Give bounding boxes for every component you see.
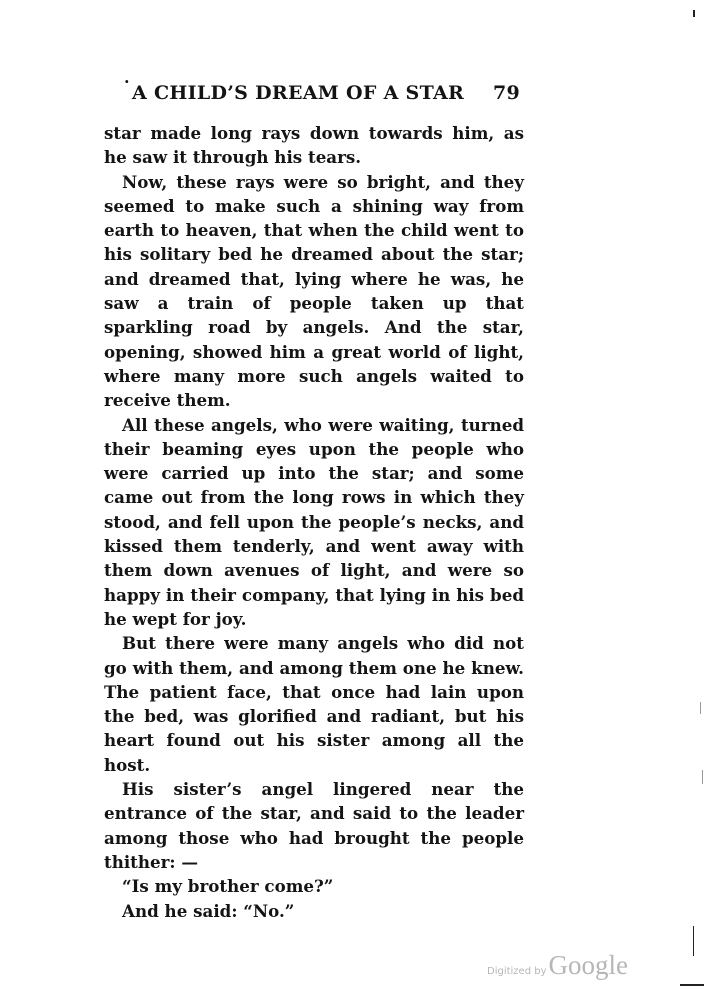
paragraph-6: “Is my brother come?” [122, 876, 334, 897]
digitized-by-google-watermark [487, 950, 628, 981]
header-dot-mark: · [124, 72, 130, 91]
scan-edge-mark-right-2 [702, 770, 703, 784]
digitized-by-label: Digitized by [487, 966, 547, 977]
paragraph-5: His sister’s angel lingered near the entrance of the star, and said to the leader among those who had brought the people thither: — [104, 779, 524, 872]
scan-corner-mark [680, 984, 704, 986]
paragraph-1: star made long rays down towards him, as he saw it through his tears. [104, 123, 524, 168]
paragraph-4: But there were many angels who did not go with them, and among them one he knew. The patient face, that once had lain upon the bed, was glorified and radiant, but his heart found out his sister among all the host. [104, 633, 524, 775]
page-body [104, 121, 524, 923]
paragraph-3: All these angels, who were waiting, turned their beaming eyes upon the people who were carried up into the star; and some came out from the long rows in which they stood, and fell upon the people’s necks, and kissed them tenderly, and went away with them down avenues of light, and were so happy in their company, that lying in his bed he wept for joy. [104, 414, 524, 629]
paragraph-7: And he said: “No.” [122, 900, 295, 921]
page-number: 79 [492, 82, 520, 104]
scan-edge-mark-bottom [693, 926, 694, 956]
running-head-title: A CHILD’S DREAM OF A STAR [132, 82, 465, 104]
google-wordmark: Google [548, 950, 628, 980]
paragraph-2: Now, these rays were so bright, and they seemed to make such a shining way from earth to heaven, that when the child went to his solitary bed he dreamed about the star; and dreamed that, lying where he was, he saw a train of people taken up that sparkling road by angels. And the star, opening, showed him a great world of light, where many more such angels waited to receive them. [104, 171, 524, 411]
scan-edge-mark-right-1 [700, 702, 701, 714]
running-header [124, 72, 520, 104]
scan-edge-mark-top [693, 10, 695, 17]
